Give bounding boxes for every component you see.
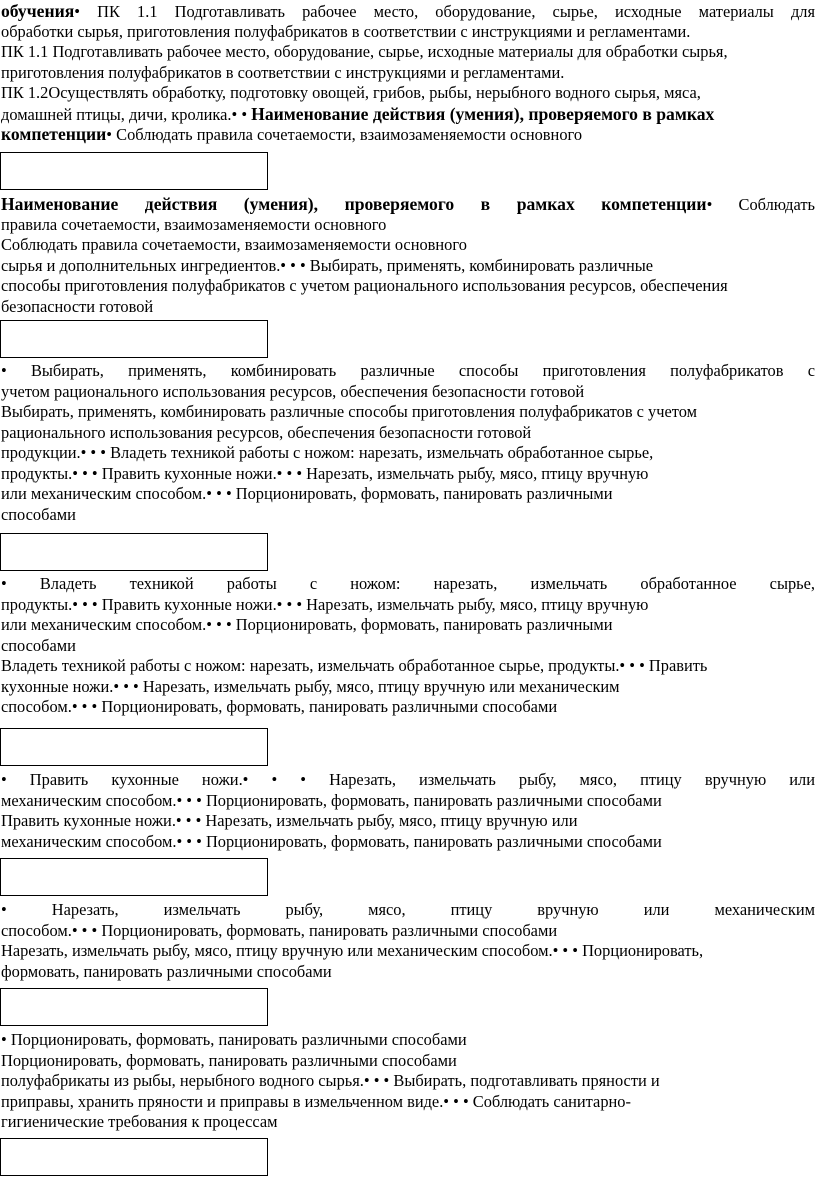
text-line bbox=[1, 484, 815, 505]
line-text: продукты.• • • Править кухонные ножи.• • • Нарезать, измельчать рыбу, мясо, птицу вручную bbox=[1, 463, 649, 483]
line-text: или механическим способом.• • • Порционировать, формовать, панировать различными bbox=[1, 615, 613, 634]
line-text: сырья и дополнительных ингредиентов.• • • Выбирать, применять, комбинировать различные bbox=[1, 255, 654, 275]
text-line bbox=[1, 656, 815, 677]
line-text: безопасности готовой bbox=[1, 296, 154, 316]
line-text: правила сочетаемости, взаимозаменяемости основного bbox=[1, 214, 387, 234]
line-text: • Выбирать, применять, комбинировать различные способы приготовления полуфабрикатов с bbox=[1, 361, 815, 380]
text-line bbox=[1, 677, 815, 698]
line-text: ПК 1.2Осуществлять обработку, подготовку овощей, грибов, рыбы, нерыбного водного сырья, мяса, bbox=[1, 83, 701, 102]
text-line bbox=[1, 1112, 815, 1133]
text-line bbox=[1, 464, 815, 485]
text-block bbox=[1, 1, 815, 145]
line-text: • Править кухонные ножи.• • • Нарезать, измельчать рыбу, мясо, птицу вручную или bbox=[1, 770, 815, 789]
line-text: кухонные ножи.• • • Нарезать, измельчать рыбу, мясо, птицу вручную или механическим bbox=[1, 676, 620, 696]
answer-box[interactable] bbox=[0, 988, 268, 1026]
text-block bbox=[1, 770, 815, 852]
line-text: • ПК 1.1 Подготавливать рабочее место, оборудование, сырье, исходные материалы для bbox=[74, 2, 815, 21]
text-line bbox=[1, 962, 815, 983]
bold-heading: компетенции bbox=[1, 124, 107, 144]
text-line bbox=[1, 382, 815, 403]
line-text: формовать, панировать различными способами bbox=[1, 961, 332, 981]
line-text: продукции.• • • Владеть техникой работы с ножом: нарезать, измельчать обработанное сырье, bbox=[1, 443, 654, 462]
line-text: способами bbox=[1, 635, 76, 655]
line-text: Выбирать, применять, комбинировать различные способы приготовления полуфабрикатов с учетом bbox=[1, 402, 697, 421]
text-line bbox=[1, 22, 815, 43]
line-text: учетом рационального использования ресурсов, обеспечения безопасности готовой bbox=[1, 381, 585, 401]
text-line bbox=[1, 921, 815, 942]
text-line bbox=[1, 811, 815, 832]
line-text: или механическим способом.• • • Порционировать, формовать, панировать различными bbox=[1, 484, 613, 503]
text-line bbox=[1, 63, 815, 84]
line-text: • Соблюдать bbox=[706, 195, 815, 214]
text-block bbox=[1, 574, 815, 718]
text-line bbox=[1, 615, 815, 636]
text-line bbox=[1, 1030, 815, 1051]
text-block bbox=[1, 361, 815, 525]
text-line bbox=[1, 1, 815, 22]
line-text: ПК 1.1 Подготавливать рабочее место, оборудование, сырье, исходные материалы для обработки сырья, bbox=[1, 42, 728, 61]
line-text: способы приготовления полуфабрикатов с учетом рационального использования ресурсов, обеспечения bbox=[1, 276, 728, 295]
text-line bbox=[1, 104, 815, 125]
text-line bbox=[1, 770, 815, 791]
text-line bbox=[1, 443, 815, 464]
text-line bbox=[1, 941, 815, 962]
text-line bbox=[1, 636, 815, 657]
line-text: способами bbox=[1, 504, 76, 524]
text-line bbox=[1, 900, 815, 921]
answer-box[interactable] bbox=[0, 1138, 268, 1176]
bold-heading: обучения bbox=[1, 1, 75, 21]
text-line bbox=[1, 194, 815, 215]
text-line bbox=[1, 1071, 815, 1092]
bold-heading: Наименование действия (умения), проверяемого в рамках bbox=[251, 103, 715, 124]
text-block bbox=[1, 1030, 815, 1133]
line-text: механическим способом.• • • Порционировать, формовать, панировать различными способами bbox=[1, 790, 662, 810]
line-text: гигиенические требования к процессам bbox=[1, 1112, 278, 1131]
line-text: рационального использования ресурсов, обеспечения безопасности готовой bbox=[1, 422, 532, 442]
answer-box[interactable] bbox=[0, 858, 268, 896]
line-text: Нарезать, измельчать рыбу, мясо, птицу вручную или механическим способом.• • • Порционировать, bbox=[1, 941, 704, 960]
text-line bbox=[1, 215, 815, 236]
text-line bbox=[1, 423, 815, 444]
answer-box[interactable] bbox=[0, 533, 268, 571]
line-text: Владеть техникой работы с ножом: нарезать, измельчать обработанное сырье, продукты.• • • Править bbox=[1, 656, 708, 675]
line-text: • Соблюдать правила сочетаемости, взаимозаменяемости основного bbox=[106, 125, 583, 144]
text-line bbox=[1, 235, 815, 256]
text-line bbox=[1, 832, 815, 853]
text-line bbox=[1, 1051, 815, 1072]
text-line bbox=[1, 83, 815, 104]
answer-box[interactable] bbox=[0, 728, 268, 766]
line-text: способом.• • • Порционировать, формовать, панировать различными способами bbox=[1, 697, 558, 716]
text-line bbox=[1, 402, 815, 423]
line-text: механическим способом.• • • Порционировать, формовать, панировать различными способами bbox=[1, 831, 662, 851]
text-line bbox=[1, 297, 815, 318]
line-text: обработки сырья, приготовления полуфабрикатов в соответствии с инструкциями и регламентами. bbox=[1, 21, 691, 41]
line-text: Править кухонные ножи.• • • Нарезать, измельчать рыбу, мясо, птицу вручную или bbox=[1, 811, 578, 830]
line-text: Соблюдать правила сочетаемости, взаимозаменяемости основного bbox=[1, 235, 467, 254]
text-line bbox=[1, 42, 815, 63]
text-line bbox=[1, 505, 815, 526]
answer-box[interactable] bbox=[0, 152, 268, 190]
line-text: • Порционировать, формовать, панировать различными способами bbox=[1, 1030, 467, 1049]
text-line bbox=[1, 574, 815, 595]
text-line bbox=[1, 1092, 815, 1113]
line-text: Порционировать, формовать, панировать различными способами bbox=[1, 1050, 457, 1070]
text-line bbox=[1, 124, 815, 145]
line-text: приготовления полуфабрикатов в соответствии с инструкциями и регламентами. bbox=[1, 62, 565, 82]
line-text: • Владеть техникой работы с ножом: нарезать, измельчать обработанное сырье, bbox=[1, 574, 815, 593]
line-text: полуфабрикаты из рыбы, нерыбного водного сырья.• • • Выбирать, подготавливать пряности и bbox=[1, 1071, 660, 1090]
text-block bbox=[1, 900, 815, 982]
line-text: приправы, хранить пряности и приправы в измельченном виде.• • • Соблюдать санитарно- bbox=[1, 1091, 631, 1111]
bold-heading: Наименование действия (умения), проверяемого в рамках компетенции bbox=[1, 194, 707, 214]
answer-box[interactable] bbox=[0, 320, 268, 358]
line-text: • Нарезать, измельчать рыбу, мясо, птицу вручную или механическим bbox=[1, 900, 815, 919]
text-line bbox=[1, 595, 815, 616]
text-line bbox=[1, 791, 815, 812]
text-block bbox=[1, 194, 815, 317]
text-line bbox=[1, 361, 815, 382]
line-text: способом.• • • Порционировать, формовать, панировать различными способами bbox=[1, 920, 558, 940]
line-text: домашней птицы, дичи, кролика.• • bbox=[1, 104, 252, 124]
text-line bbox=[1, 697, 815, 718]
text-line bbox=[1, 256, 815, 277]
text-line bbox=[1, 276, 815, 297]
line-text: продукты.• • • Править кухонные ножи.• • • Нарезать, измельчать рыбу, мясо, птицу вручную bbox=[1, 594, 649, 614]
